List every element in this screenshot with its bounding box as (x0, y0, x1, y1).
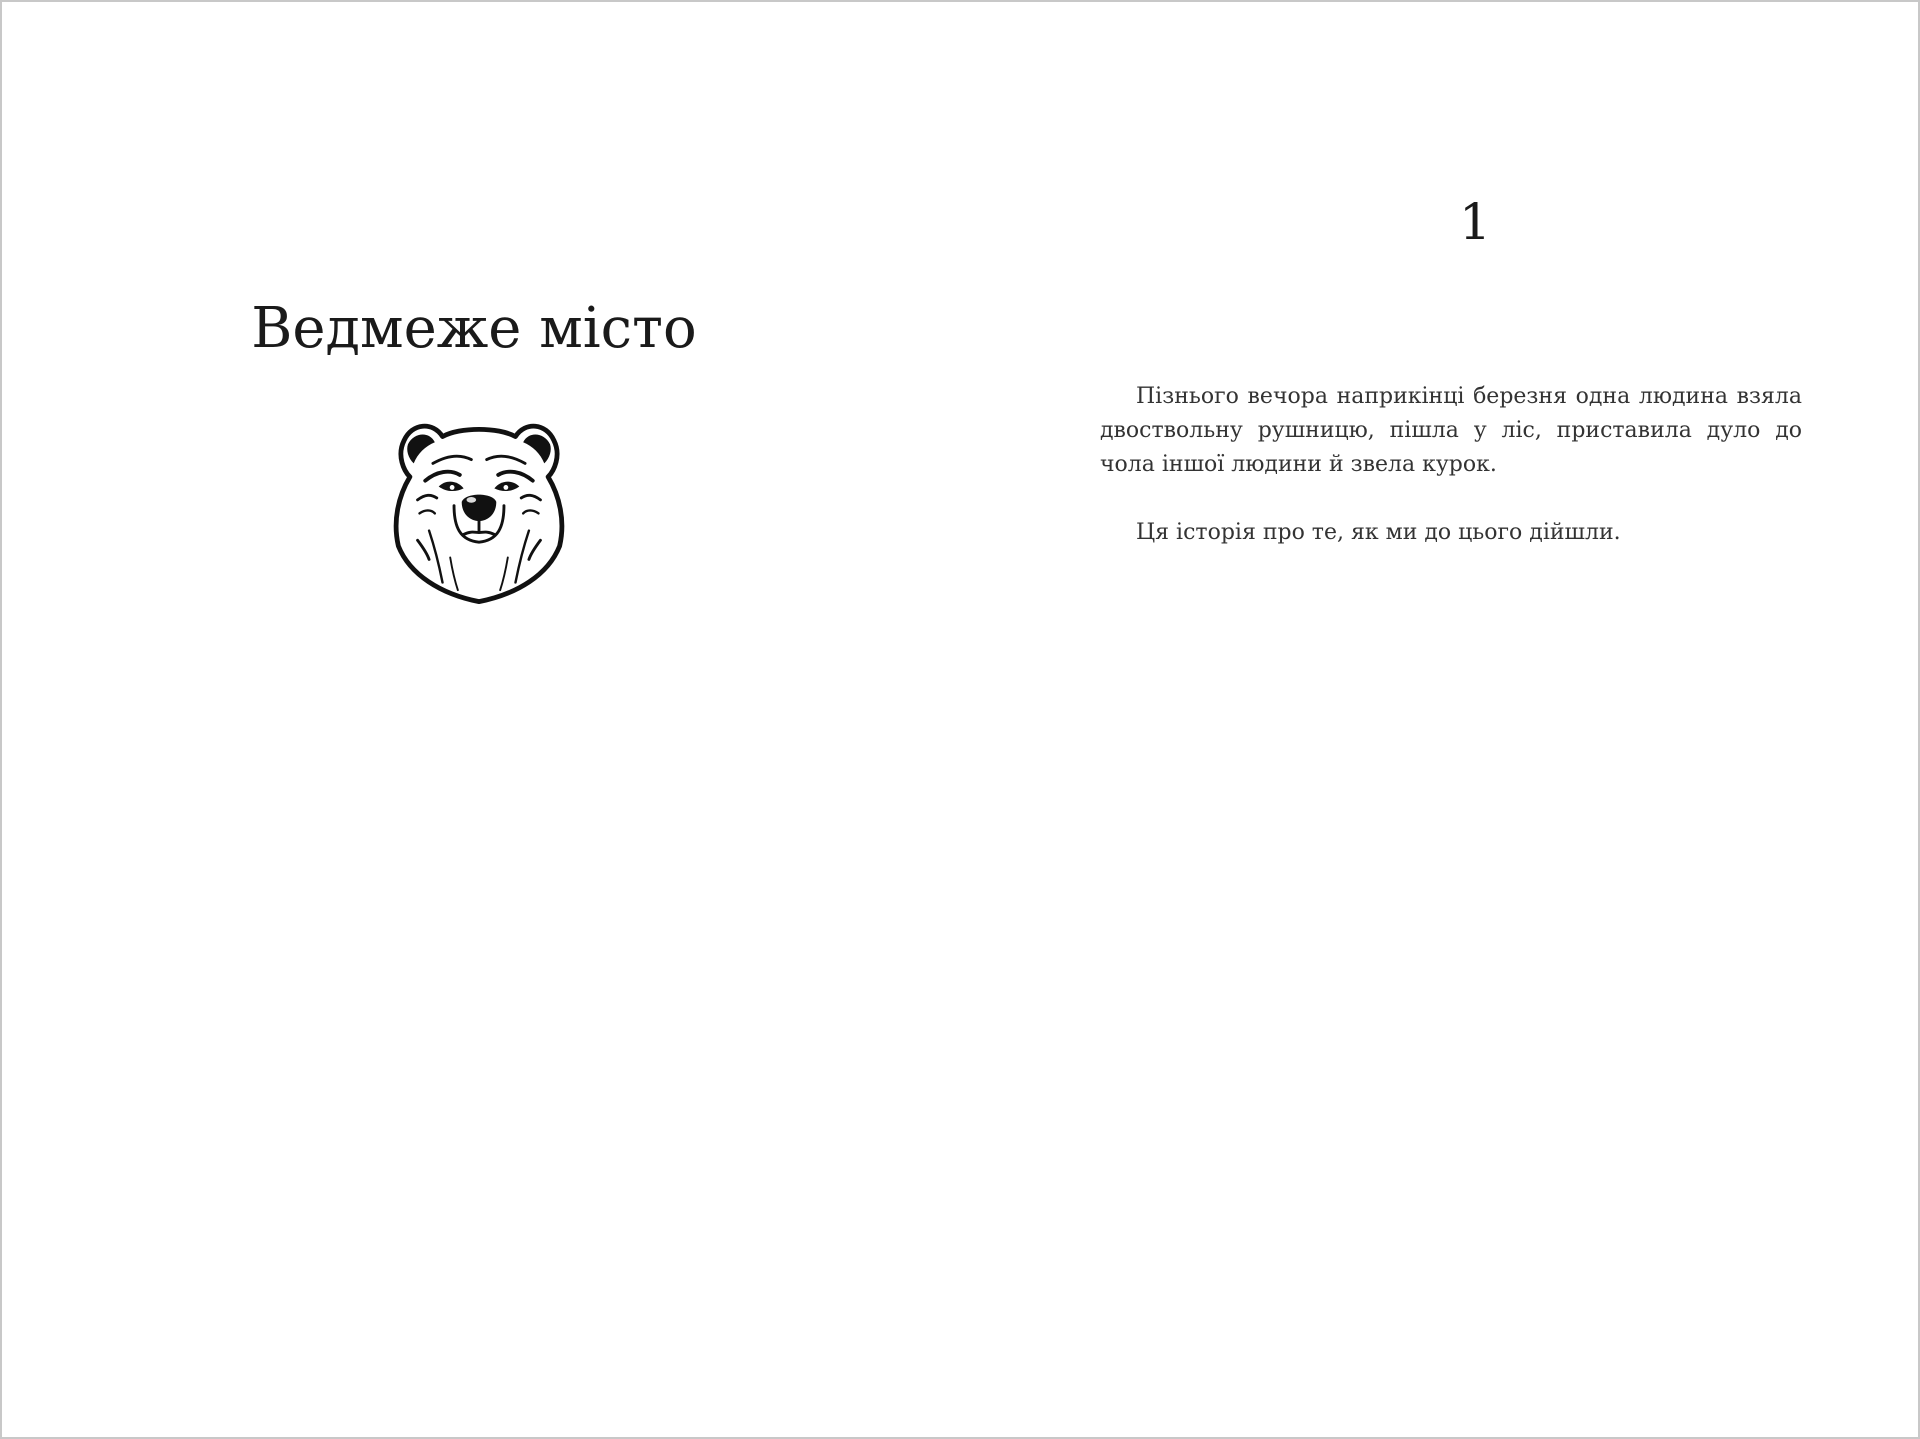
chapter-number: 1 (1459, 193, 1491, 251)
paragraph: Ця історія про те, як ми до цього дійшли. (1136, 520, 1621, 545)
chapter-body (1100, 380, 1802, 584)
bear-head-icon (383, 412, 575, 607)
right-page (960, 2, 1918, 1437)
paragraph: Пізнього вечора наприкінці березня одна людина взяла двоствольну рушницю, пішла у ліс, приставила дуло до чола іншої людини й звела курок. (1100, 384, 1802, 477)
left-page (2, 2, 960, 1437)
book-title: Ведмеже місто (251, 296, 697, 361)
